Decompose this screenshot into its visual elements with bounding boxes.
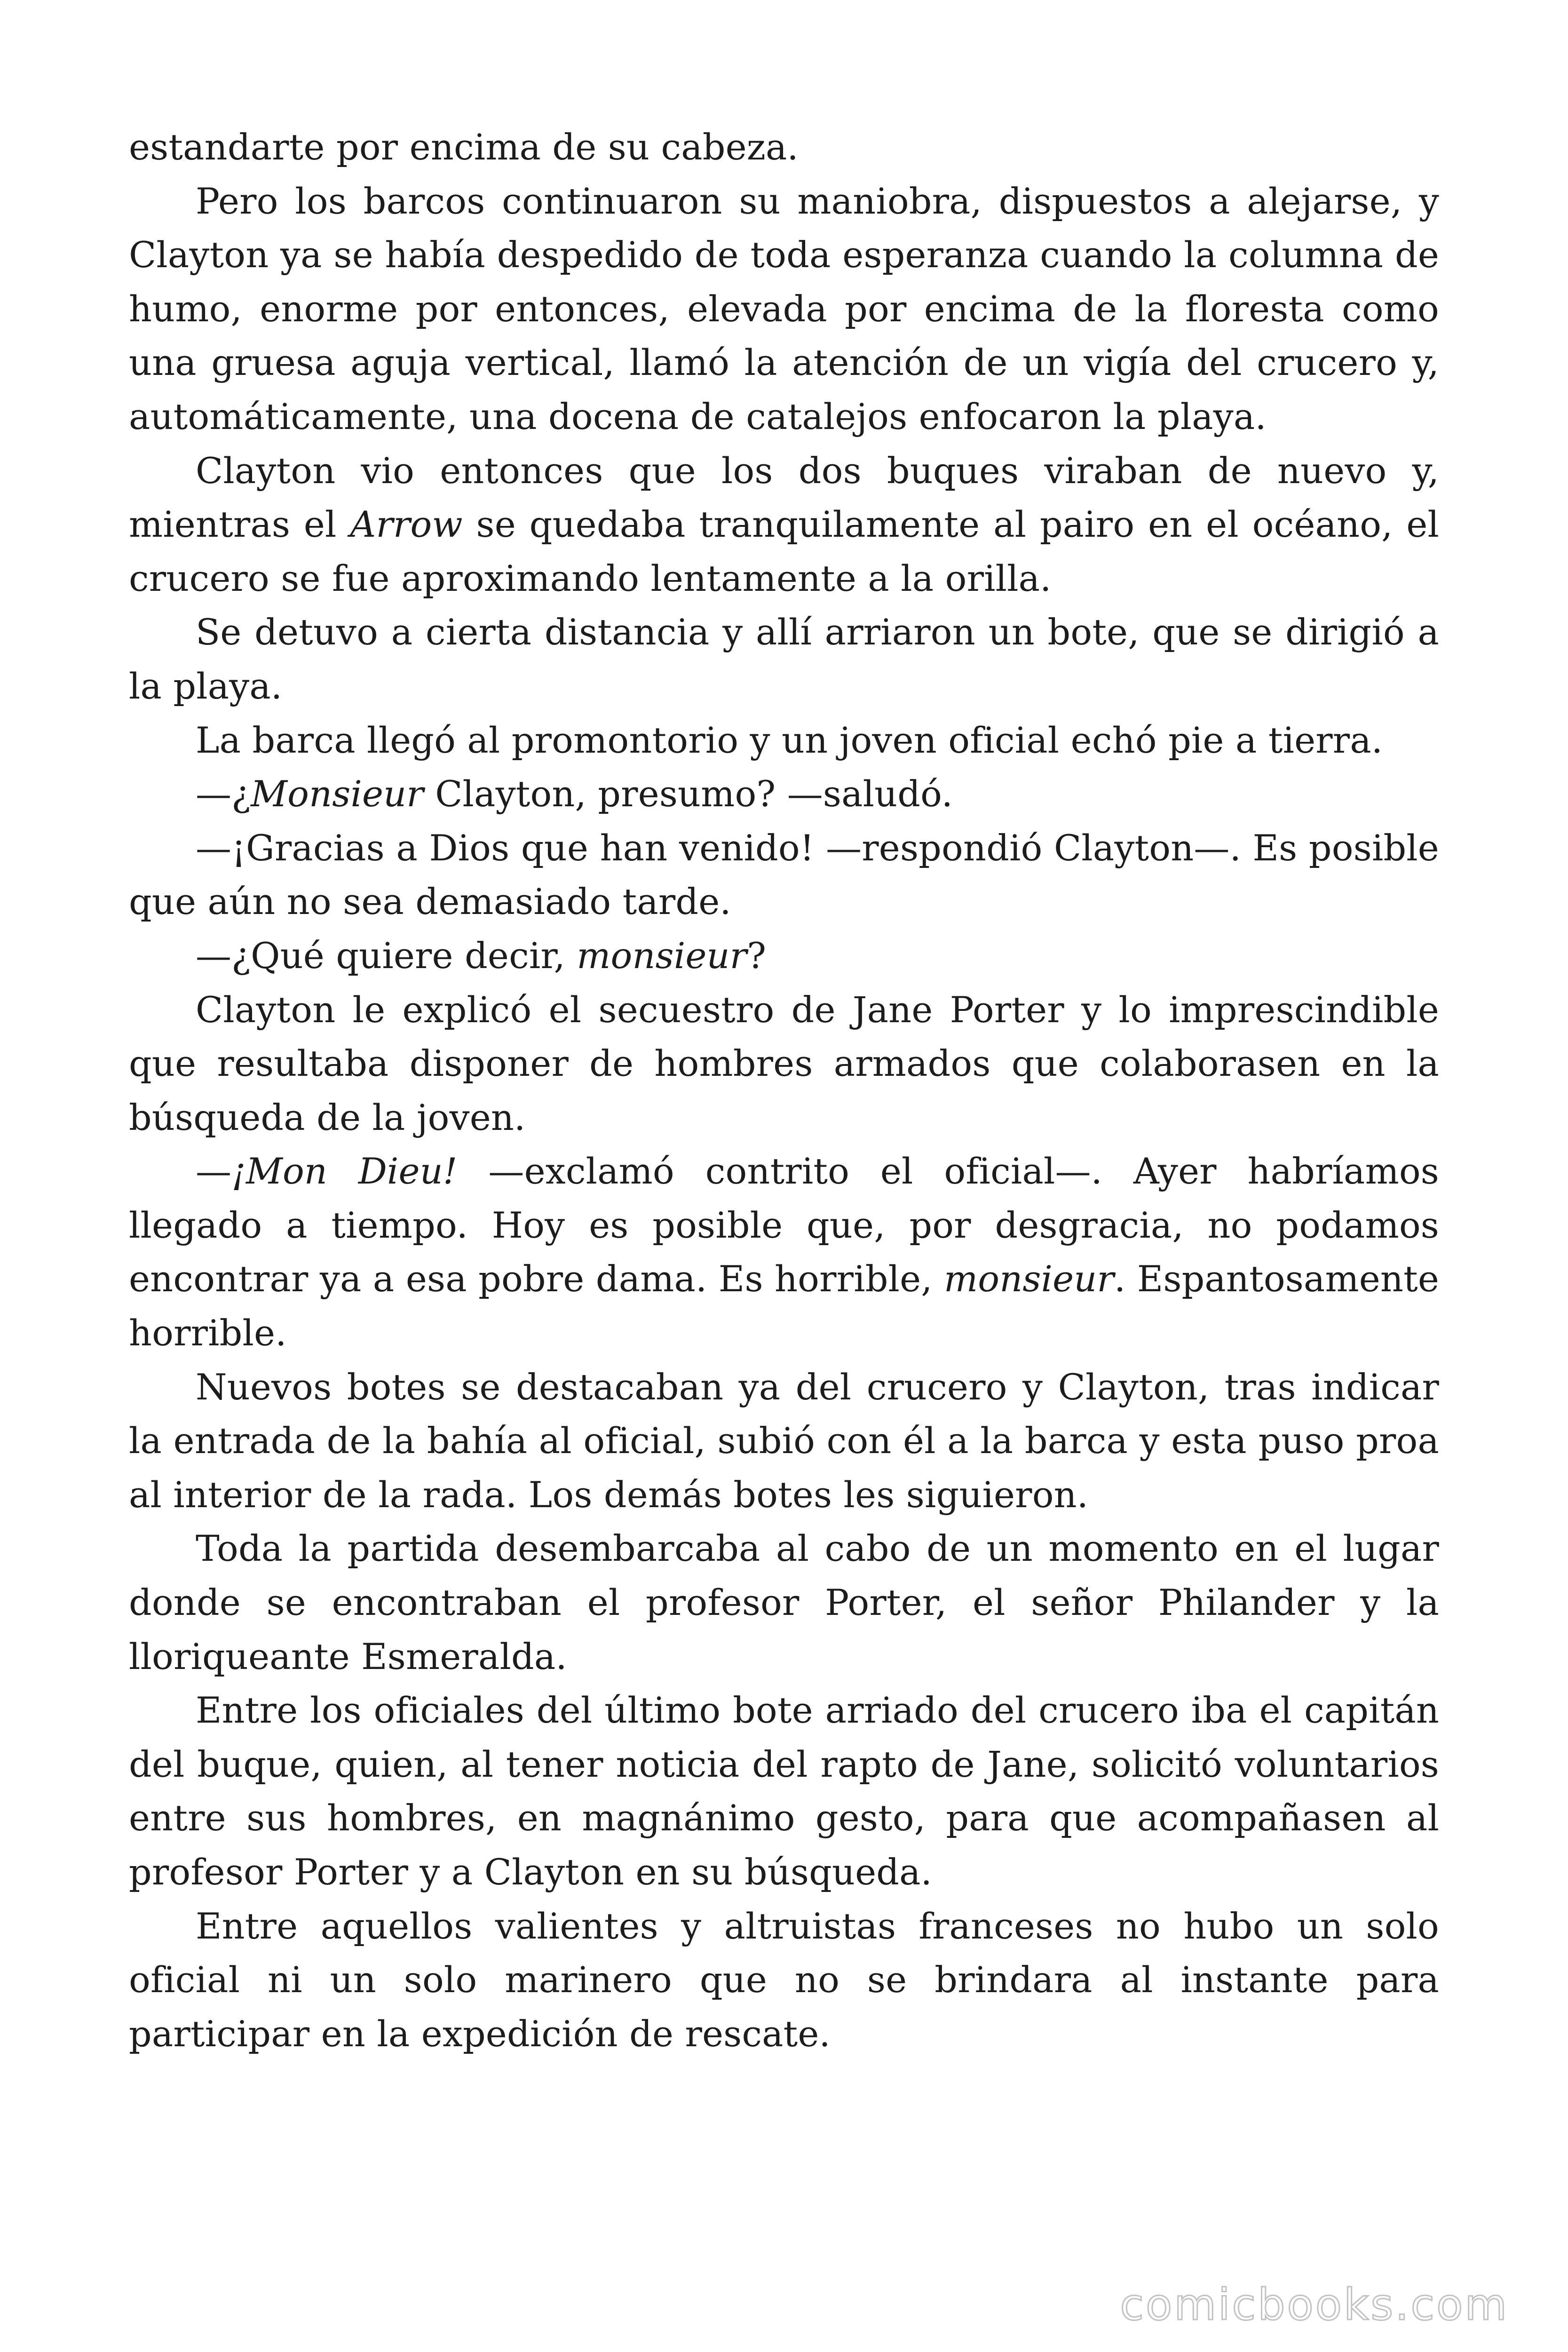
italic-text: Monsieur (251, 773, 424, 815)
paragraph (129, 1144, 1439, 1360)
text-segment: —¡Gracias a Dios que han venido! —respondió Clayton—. Es posible que aún no sea demasiado tarde. (129, 826, 1439, 923)
text-segment: Entre aquellos valientes y altruistas franceses no hubo un solo oficial ni un solo marinero que no se brindara al instante para participar en la expedición de rescate. (129, 1905, 1439, 2055)
paragraph (129, 444, 1439, 606)
paragraph (129, 929, 1439, 983)
paragraph (129, 767, 1439, 821)
text-segment: —¿ (196, 773, 251, 815)
paragraph (129, 1684, 1439, 1899)
text-segment: —exclamó contrito el oficial—. Ayer habríamos llegado a tiempo. Hoy es posible que, por desgracia, no podamos encontrar ya a esa pobre dama. Es horrible, (129, 1150, 1439, 1300)
page-body (129, 120, 1439, 2061)
italic-text: monsieur (577, 934, 747, 977)
paragraph (129, 821, 1439, 929)
text-segment: Clayton vio entonces que los dos buques viraban de nuevo y, mientras el (129, 449, 1439, 546)
watermark: comicbooks.com (1120, 2280, 1509, 2330)
italic-text: ¡Mon Dieu! (231, 1150, 458, 1192)
paragraph (129, 175, 1439, 444)
paragraph (129, 1899, 1439, 2061)
paragraph (129, 1360, 1439, 1522)
paragraph (129, 605, 1439, 713)
italic-text: monsieur (944, 1258, 1114, 1300)
text-segment: se quedaba tranquilamente al pairo en el océano, el crucero se fue aproximando lentamente a la orilla. (129, 503, 1440, 599)
text-segment: Se detuvo a cierta distancia y allí arriaron un bote, que se dirigió a la playa. (129, 611, 1439, 707)
text-segment: Nuevos botes se destacaban ya del crucero y Clayton, tras indicar la entrada de la bahía al oficial, subió con él a la barca y esta puso proa al interior de la rada. Los demás botes les siguieron. (129, 1366, 1439, 1516)
italic-text: Arrow (350, 503, 463, 546)
text-segment: Clayton le explicó el secuestro de Jane Porter y lo imprescindible que resultaba disponer de hombres armados que colaborasen en la búsqueda de la joven. (129, 988, 1439, 1138)
paragraph (129, 1522, 1439, 1684)
text-segment: estandarte por encima de su cabeza. (129, 126, 799, 168)
paragraph (129, 714, 1439, 768)
text-segment: Pero los barcos continuaron su maniobra, dispuestos a alejarse, y Clayton ya se había despedido de toda esperanza cuando la columna de humo, enorme por entonces, elevada por encima de la floresta como una gruesa aguja vertical, llamó la atención de un vigía del crucero y, automáticamente, una docena de catalejos enfocaron la playa. (129, 180, 1439, 437)
paragraph (129, 983, 1439, 1145)
text-segment: Entre los oficiales del último bote arriado del crucero iba el capitán del buque, quien, al tener noticia del rapto de Jane, solicitó voluntarios entre sus hombres, en magnánimo gesto, para que acompañasen al profesor Porter y a Clayton en su búsqueda. (129, 1689, 1439, 1893)
text-segment: — (196, 1150, 232, 1192)
text-segment: Clayton, presumo? —saludó. (423, 773, 953, 815)
text-segment: Toda la partida desembarcaba al cabo de un momento en el lugar donde se encontraban el profesor Porter, el señor Philander y la lloriqueante Esmeralda. (129, 1527, 1439, 1677)
text-segment: —¿Qué quiere decir, (196, 934, 577, 977)
paragraph (129, 120, 1439, 175)
text-segment: . Espantosamente horrible. (129, 1258, 1439, 1354)
text-segment: ? (747, 934, 767, 977)
text-segment: La barca llegó al promontorio y un joven oficial echó pie a tierra. (196, 719, 1383, 761)
